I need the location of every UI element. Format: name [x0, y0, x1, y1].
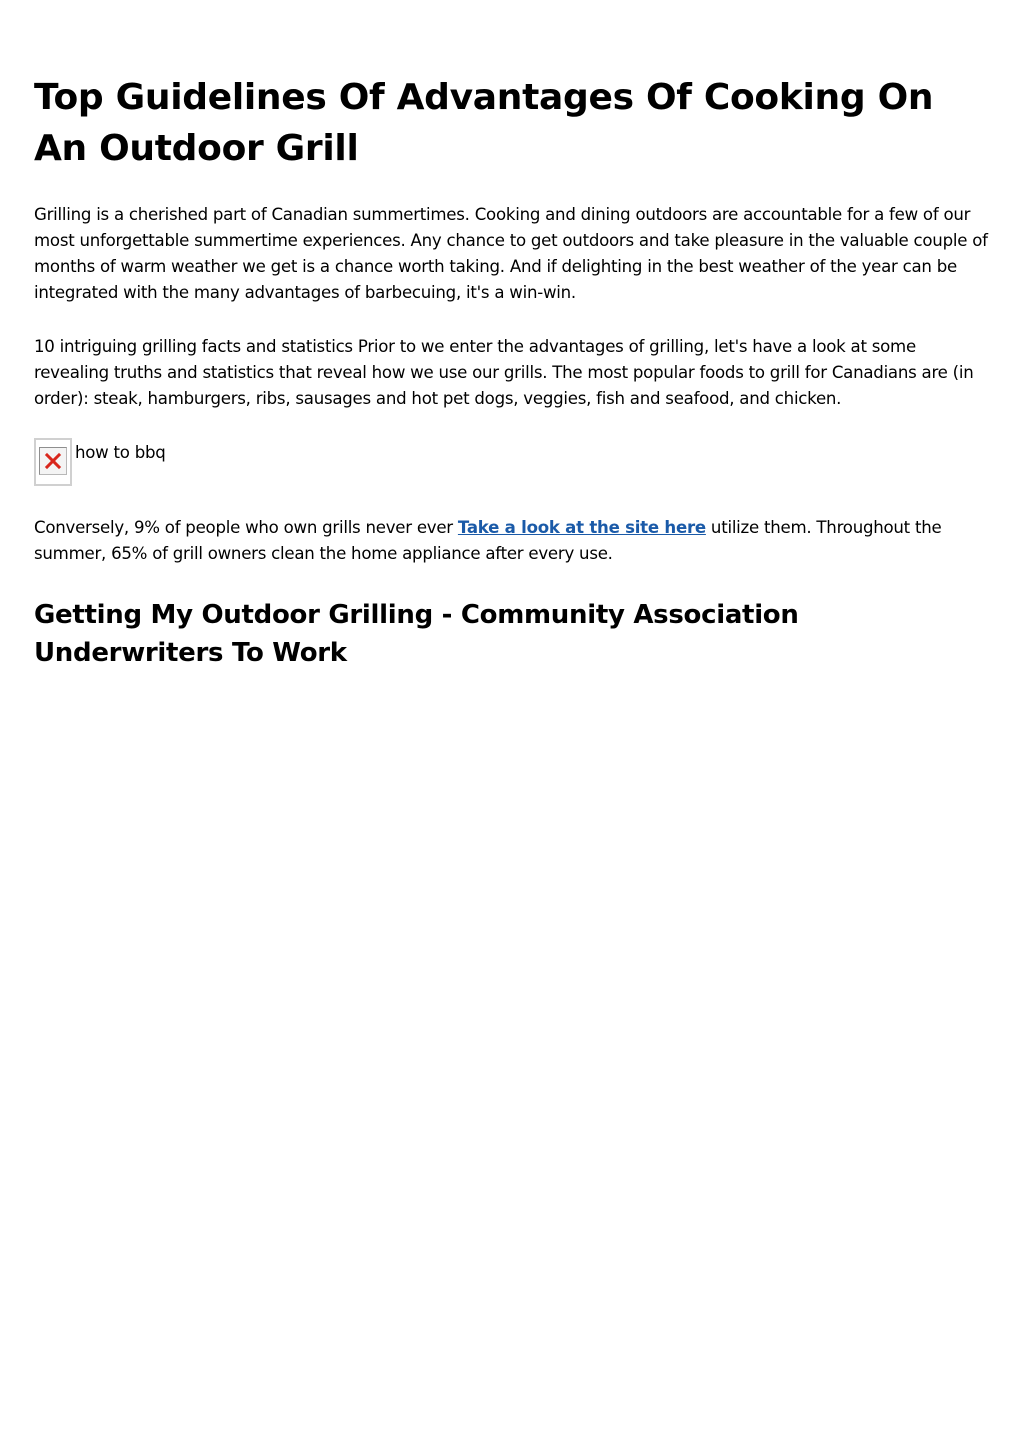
broken-image-icon — [34, 438, 72, 486]
stats-text-after: utilize them. Throughout the summer, 65% of grill owners clean the home appliance after every use. — [34, 518, 942, 563]
intro-paragraph: Grilling is a cherished part of Canadian summertimes. Cooking and dining outdoors are accountable for a few of our most unforgettable summertime experiences. Any chance to get outdoors and take pleasure in the valuable couple of months of warm weather we get is a chance worth taking. And if delighting in the best weather of the year can be integrated with the many advantages of barbecuing, it's a win-win. — [34, 205, 988, 302]
image-alt-text: how to bbq — [75, 443, 166, 462]
article-image — [34, 438, 166, 486]
stats-text-before: Conversely, 9% of people who own grills never ever — [34, 518, 458, 537]
stats-paragraph — [34, 515, 990, 567]
page-title: Top Guidelines Of Advantages Of Cooking On An Outdoor Grill — [34, 77, 934, 169]
site-link[interactable]: Take a look at the site here — [457, 518, 706, 537]
facts-paragraph: 10 intriguing grilling facts and statistics Prior to we enter the advantages of grilling, let's have a look at some revealing truths and statistics that reveal how we use our grills. The most popular foods to grill for Canadians are (in order): steak, hamburgers, ribs, sausages and hot pet dogs, veggies, fish and seafood, and chicken. — [34, 337, 974, 408]
section-heading: Getting My Outdoor Grilling - Community Association Underwriters To Work — [34, 600, 799, 668]
